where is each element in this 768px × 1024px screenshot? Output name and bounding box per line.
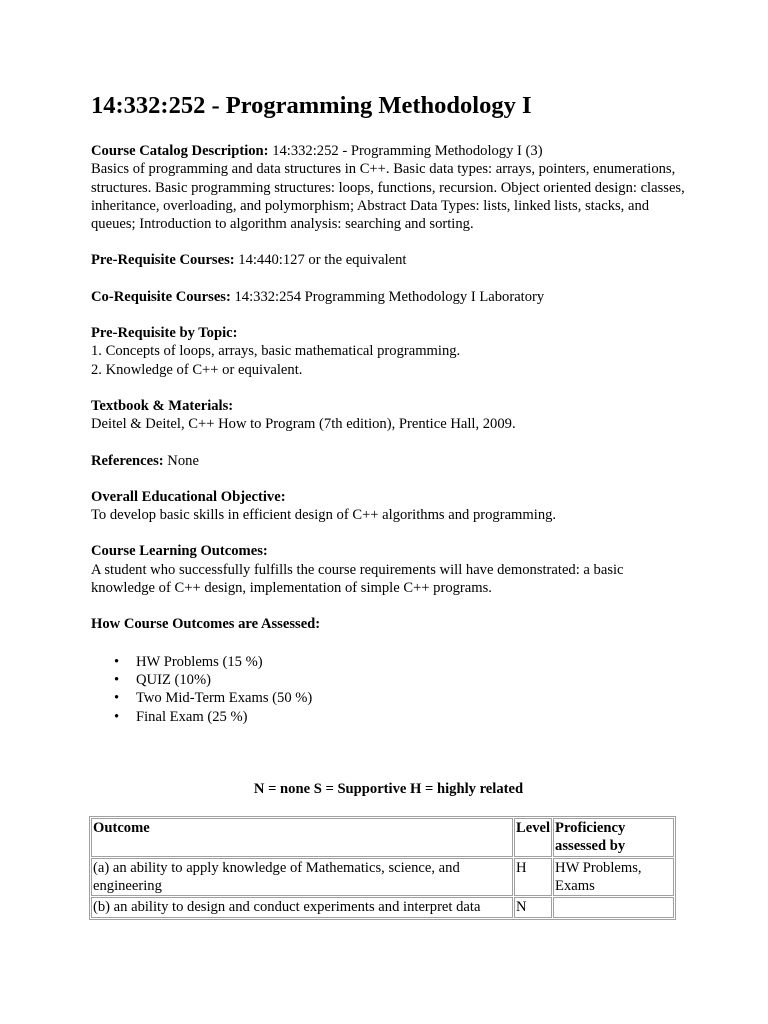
catalog-body: Basics of programming and data structures in C++. Basic data types: arrays, pointers, enumerations, structures. Basic programming structures: loops, functions, recursion. Object oriented design: classes, inheritance, overloading, and polymorphism; Abstract Data Types: lists, linked lists, stacks, and queues; Introduction to algorithm analysis: searching and sorting. xyxy=(91,161,685,233)
outcome-cell: (b) an ability to design and conduct experiments and interpret data xyxy=(91,897,513,917)
catalog-value: 14:332:252 - Programming Methodology I (3) xyxy=(268,143,543,159)
objective-label: Overall Educational Objective: xyxy=(91,488,286,505)
catalog-label: Course Catalog Description: xyxy=(91,143,269,159)
textbook-value: Deitel & Deitel, C++ How to Program (7th edition), Prentice Hall, 2009. xyxy=(91,416,516,433)
references-value: None xyxy=(163,452,199,469)
assessment-item: • HW Problems (15 %) xyxy=(136,653,691,671)
coreq-courses-label: Co-Requisite Courses: xyxy=(91,288,231,305)
level-cell: H xyxy=(514,858,552,897)
prereq-topic-label: Pre-Requisite by Topic: xyxy=(91,325,238,342)
outcomes-table xyxy=(89,816,676,919)
table-row xyxy=(91,858,674,897)
assessment-label: How Course Outcomes are Assessed: xyxy=(91,616,321,633)
prereq-topic xyxy=(91,324,691,379)
prereq-topic-item: 2. Knowledge of C++ or equivalent. xyxy=(91,361,303,378)
table-header-row xyxy=(91,818,674,857)
references-label: References: xyxy=(91,452,164,469)
coreq-courses-value: 14:332:254 Programming Methodology I Laboratory xyxy=(230,288,545,305)
coreq-courses xyxy=(91,288,691,306)
table-row xyxy=(91,897,674,917)
proficiency-header: Proficiency assessed by xyxy=(553,818,674,857)
learning-outcomes-value: A student who successfully fulfills the course requirements will have demonstrated: a basic knowledge of C++ design, implementation of simple C++ programs. xyxy=(91,561,624,597)
proficiency-cell: HW Problems, Exams xyxy=(553,858,674,897)
outcome-header: Outcome xyxy=(91,818,513,857)
assessment-item: • QUIZ (10%) xyxy=(136,671,691,689)
level-header: Level xyxy=(514,818,552,857)
references-section xyxy=(91,452,691,470)
assessment-item: • Final Exam (25 %) xyxy=(136,708,691,726)
prereq-courses-label: Pre-Requisite Courses: xyxy=(91,252,235,269)
proficiency-cell xyxy=(553,897,674,917)
assessment-section xyxy=(91,615,691,633)
prereq-courses xyxy=(91,251,691,269)
assessment-list xyxy=(91,653,691,726)
learning-outcomes-label: Course Learning Outcomes: xyxy=(91,543,268,560)
assessment-item: • Two Mid-Term Exams (50 %) xyxy=(136,689,691,707)
prereq-courses-value: 14:440:127 or the equivalent xyxy=(234,252,407,269)
level-legend: N = none S = Supportive H = highly related xyxy=(253,780,524,797)
learning-outcomes-section xyxy=(91,542,691,597)
page-title: 14:332:252 - Programming Methodology I xyxy=(91,92,532,119)
level-cell: N xyxy=(514,897,552,917)
catalog-description xyxy=(91,142,691,233)
objective-section xyxy=(91,488,691,525)
prereq-topic-item: 1. Concepts of loops, arrays, basic mathematical programming. xyxy=(91,343,461,360)
textbook-label: Textbook & Materials: xyxy=(91,397,234,414)
document-body xyxy=(91,90,691,920)
outcome-cell: (a) an ability to apply knowledge of Mathematics, science, and engineering xyxy=(91,858,513,897)
textbook-section xyxy=(91,397,691,434)
objective-value: To develop basic skills in efficient design of C++ algorithms and programming. xyxy=(91,507,557,524)
